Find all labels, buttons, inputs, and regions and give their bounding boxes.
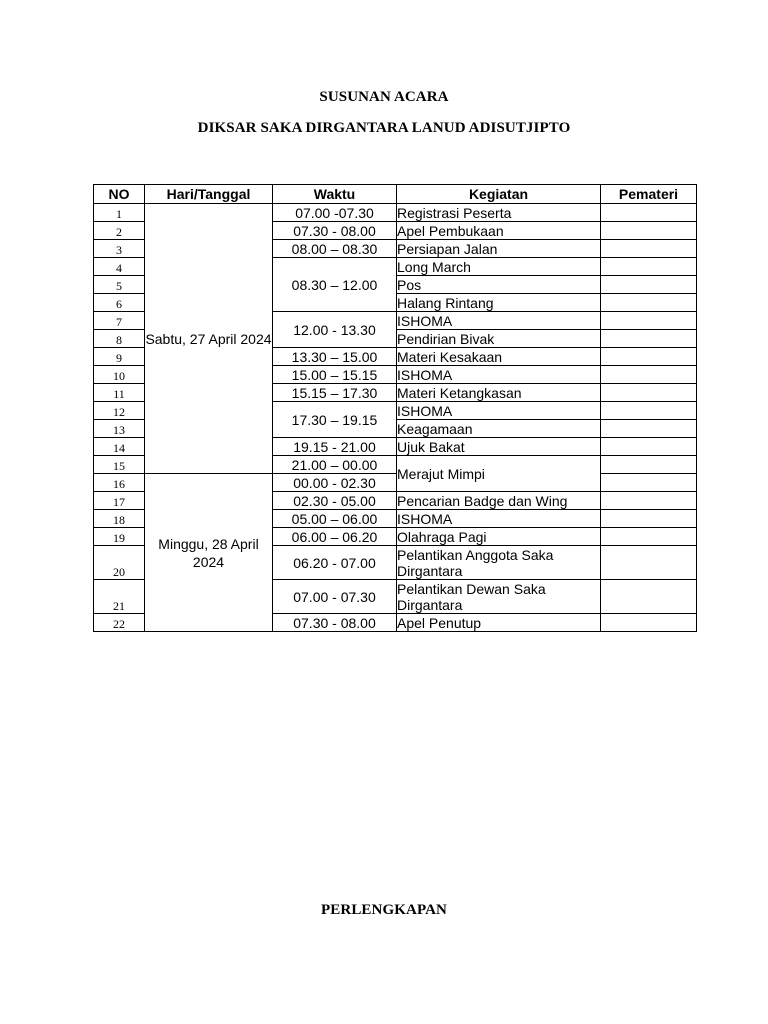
time-cell: 06.20 - 07.00: [273, 546, 397, 580]
table-row: [94, 474, 697, 492]
row-number: 19: [94, 528, 145, 546]
time-cell: 07.00 - 07.30: [273, 580, 397, 614]
row-number: 14: [94, 438, 145, 456]
row-number: 22: [94, 614, 145, 632]
speaker-cell: [601, 456, 697, 474]
speaker-cell: [601, 420, 697, 438]
speaker-cell: [601, 492, 697, 510]
day-cell-sunday: Minggu, 28 April 2024: [145, 474, 273, 632]
row-number: 10: [94, 366, 145, 384]
row-number: 21: [94, 580, 145, 614]
activity-cell: Long March: [397, 258, 601, 276]
speaker-cell: [601, 528, 697, 546]
header-activity: Kegiatan: [397, 185, 601, 204]
activity-cell: Pendirian Bivak: [397, 330, 601, 348]
activity-cell: Apel Pembukaan: [397, 222, 601, 240]
header-speaker: Pemateri: [601, 185, 697, 204]
table-header-row: [94, 185, 697, 204]
row-number: 18: [94, 510, 145, 528]
time-cell: 05.00 – 06.00: [273, 510, 397, 528]
row-number: 9: [94, 348, 145, 366]
time-cell: 06.00 – 06.20: [273, 528, 397, 546]
header-day: Hari/Tanggal: [145, 185, 273, 204]
row-number: 3: [94, 240, 145, 258]
activity-cell: Pelantikan Dewan Saka Dirgantara: [397, 580, 601, 614]
time-cell: 02.30 - 05.00: [273, 492, 397, 510]
speaker-cell: [601, 510, 697, 528]
row-number: 12: [94, 402, 145, 420]
time-cell: 17.30 – 19.15: [273, 402, 397, 438]
time-cell: 08.30 – 12.00: [273, 258, 397, 312]
document-subtitle: DIKSAR SAKA DIRGANTARA LANUD ADISUTJIPTO: [197, 120, 571, 136]
activity-cell: Ujuk Bakat: [397, 438, 601, 456]
row-number: 11: [94, 384, 145, 402]
activity-cell: Materi Ketangkasan: [397, 384, 601, 402]
time-cell: 13.30 – 15.00: [273, 348, 397, 366]
time-cell: 21.00 – 00.00: [273, 456, 397, 474]
row-number: 2: [94, 222, 145, 240]
schedule-table: [93, 184, 697, 632]
row-number: 13: [94, 420, 145, 438]
speaker-cell: [601, 546, 697, 580]
row-number: 6: [94, 294, 145, 312]
row-number: 4: [94, 258, 145, 276]
time-cell: 19.15 - 21.00: [273, 438, 397, 456]
activity-cell: Merajut Mimpi: [397, 456, 601, 492]
time-cell: 08.00 – 08.30: [273, 240, 397, 258]
speaker-cell: [601, 366, 697, 384]
speaker-cell: [601, 240, 697, 258]
header-time: Waktu: [273, 185, 397, 204]
speaker-cell: [601, 614, 697, 632]
activity-cell: Materi Kesakaan: [397, 348, 601, 366]
row-number: 5: [94, 276, 145, 294]
row-number: 15: [94, 456, 145, 474]
section-title: PERLENGKAPAN: [321, 902, 447, 918]
time-cell: 07.30 - 08.00: [273, 222, 397, 240]
speaker-cell: [601, 580, 697, 614]
activity-cell: Halang Rintang: [397, 294, 601, 312]
activity-cell: ISHOMA: [397, 510, 601, 528]
header-no: NO: [94, 185, 145, 204]
day-cell-saturday: Sabtu, 27 April 2024: [145, 204, 273, 474]
speaker-cell: [601, 222, 697, 240]
speaker-cell: [601, 384, 697, 402]
speaker-cell: [601, 402, 697, 420]
activity-cell: Olahraga Pagi: [397, 528, 601, 546]
time-cell: 00.00 - 02.30: [273, 474, 397, 492]
speaker-cell: [601, 348, 697, 366]
time-cell: 12.00 - 13.30: [273, 312, 397, 348]
speaker-cell: [601, 330, 697, 348]
activity-cell: Registrasi Peserta: [397, 204, 601, 222]
row-number: 16: [94, 474, 145, 492]
row-number: 1: [94, 204, 145, 222]
activity-cell: Keagamaan: [397, 420, 601, 438]
speaker-cell: [601, 474, 697, 492]
time-cell: 07.30 - 08.00: [273, 614, 397, 632]
activity-cell: Pencarian Badge dan Wing: [397, 492, 601, 510]
row-number: 7: [94, 312, 145, 330]
table-row: [94, 204, 697, 222]
speaker-cell: [601, 294, 697, 312]
time-cell: 15.00 – 15.15: [273, 366, 397, 384]
activity-cell: ISHOMA: [397, 402, 601, 420]
row-number: 20: [94, 546, 145, 580]
document-title: SUSUNAN ACARA: [319, 89, 449, 105]
activity-cell: ISHOMA: [397, 312, 601, 330]
time-cell: 07.00 -07.30: [273, 204, 397, 222]
activity-cell: Pos: [397, 276, 601, 294]
activity-cell: Persiapan Jalan: [397, 240, 601, 258]
speaker-cell: [601, 312, 697, 330]
speaker-cell: [601, 276, 697, 294]
row-number: 17: [94, 492, 145, 510]
row-number: 8: [94, 330, 145, 348]
activity-cell: Apel Penutup: [397, 614, 601, 632]
activity-cell: ISHOMA: [397, 366, 601, 384]
activity-cell: Pelantikan Anggota Saka Dirgantara: [397, 546, 601, 580]
speaker-cell: [601, 258, 697, 276]
speaker-cell: [601, 438, 697, 456]
time-cell: 15.15 – 17.30: [273, 384, 397, 402]
speaker-cell: [601, 204, 697, 222]
